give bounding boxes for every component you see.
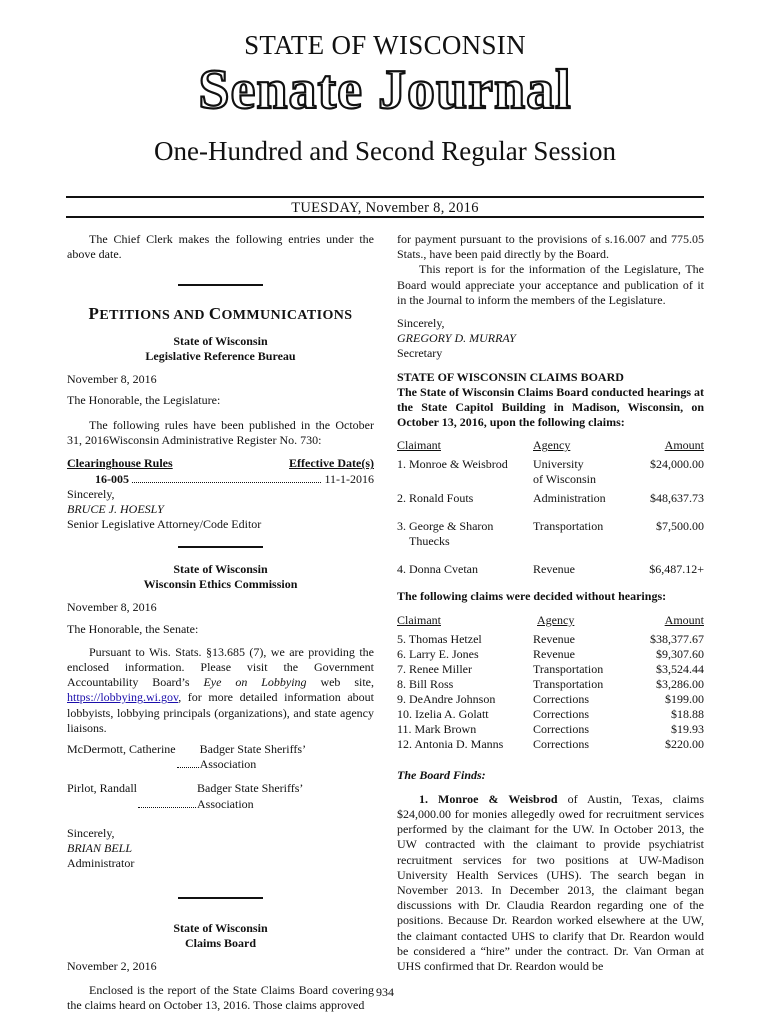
board-signer: GREGORY D. MURRAY bbox=[397, 331, 516, 346]
ethics-date: November 8, 2016 bbox=[67, 600, 157, 615]
claims-date: November 2, 2016 bbox=[67, 959, 157, 974]
table-row: 2. Ronald Fouts Administration $48,637.73 bbox=[397, 491, 704, 506]
right-column bbox=[397, 232, 704, 980]
header-rule-top bbox=[66, 196, 704, 198]
lrb-salutation: The Honorable, the Legislature: bbox=[67, 392, 221, 407]
claims-heading: State of Wisconsin Claims Board bbox=[173, 921, 268, 951]
no-hearing-claims-table bbox=[397, 613, 704, 752]
claims-body: Enclosed is the report of the State Claims Board covering the claims heard on October 13, 2016. Those claims approved bbox=[67, 982, 374, 1012]
lobbying-link[interactable]: https://lobbying.wi.gov bbox=[67, 690, 179, 705]
no-hearing-heading: The following claims were decided without hearings: bbox=[397, 589, 667, 604]
claims-continued: for payment pursuant to the provisions of s.16.007 and 775.05 Stats., have been paid directly by the Board. bbox=[397, 232, 704, 262]
left-column bbox=[67, 232, 374, 1019]
lobbyist-entry: McDermott, Catherine Badger State Sheriffs’ Association bbox=[67, 742, 307, 772]
lrb-signer: BRUCE J. HOESLY bbox=[67, 502, 164, 517]
table-header-row: Claimant Agency Amount bbox=[397, 438, 704, 453]
section-divider bbox=[178, 897, 263, 899]
ethics-body: Pursuant to Wis. Stats. §13.685 (7), we are providing the enclosed information. Please visit the Government Accountability Board’s Eye on Lobbying web site, https://lobbying.wi.gov, for more detailed information about lobbyists, lobbying principals (organizations), and state agency liaisons. bbox=[67, 644, 374, 735]
lrb-heading: State of Wisconsin Legislative Reference Bureau bbox=[145, 333, 296, 363]
table-row: 1. Monroe & Weisbrod University of Wisconsin $24,000.00 bbox=[397, 457, 704, 487]
ethics-heading: State of Wisconsin Wisconsin Ethics Commission bbox=[143, 562, 298, 592]
rules-table-header: Clearinghouse Rules Effective Date(s) bbox=[67, 456, 374, 471]
section-heading-petitions: PETITIONS AND COMMUNICATIONS bbox=[88, 304, 353, 324]
table-row: 5. Thomas Hetzel Revenue $38,377.67 bbox=[397, 631, 704, 646]
ethics-signer-title: Administrator bbox=[67, 856, 135, 871]
rule-entry: 16-005 11-1-2016 bbox=[95, 471, 374, 486]
lobbyist-entry: Pirlot, Randall Badger State Sheriffs’ Association bbox=[67, 781, 304, 811]
table-row: 8. Bill Ross Transportation $3,286.00 bbox=[397, 676, 704, 691]
journal-date: TUESDAY, November 8, 2016 bbox=[291, 200, 479, 216]
lrb-body: The following rules have been published in the October 31, 2016Wisconsin Administrative Register No. 730: bbox=[67, 418, 374, 448]
section-divider bbox=[178, 284, 263, 286]
page-number: 934 bbox=[376, 985, 394, 999]
session-title: One-Hundred and Second Regular Session bbox=[154, 136, 616, 166]
board-signer-title: Secretary bbox=[397, 346, 443, 361]
section-divider bbox=[178, 546, 263, 548]
state-title: STATE OF WISCONSIN bbox=[244, 30, 526, 60]
board-intro: The State of Wisconsin Claims Board conducted hearings at the State Capitol Building in Madison, Wisconsin, on October 13, 2016, upon the following claims: bbox=[397, 384, 704, 430]
intro-paragraph: The Chief Clerk makes the following entries under the above date. bbox=[67, 232, 374, 262]
ethics-signer: BRIAN BELL bbox=[67, 841, 132, 856]
table-row: 3. George & Sharon Thuecks Transportation $7,500.00 bbox=[397, 519, 704, 549]
claims-report-paragraph: This report is for the information of the Legislature, The Board would appreciate your acceptance and publication of it in the Journal to inform the members of the Legislature. bbox=[397, 262, 704, 307]
table-row: 7. Renee Miller Transportation $3,524.44 bbox=[397, 661, 704, 676]
table-row: 4. Donna Cvetan Revenue $6,487.12+ bbox=[397, 562, 704, 577]
table-row: 6. Larry E. Jones Revenue $9,307.60 bbox=[397, 646, 704, 661]
header-rule-bottom bbox=[66, 216, 704, 218]
lrb-closing: Sincerely, bbox=[67, 486, 115, 501]
journal-masthead: Senate Journal bbox=[198, 59, 572, 121]
board-heading: STATE OF WISCONSIN CLAIMS BOARD bbox=[397, 369, 624, 384]
hearing-claims-table bbox=[397, 438, 704, 577]
board-finds-heading: The Board Finds: bbox=[397, 767, 486, 782]
lrb-date: November 8, 2016 bbox=[67, 371, 157, 386]
ethics-salutation: The Honorable, the Senate: bbox=[67, 621, 199, 636]
table-row: 9. DeAndre Johnson Corrections $199.00 bbox=[397, 691, 704, 706]
board-finds-paragraph: 1. Monroe & Weisbrod of Austin, Texas, claims $24,000.00 for monies allegedly owed for recruitment services performed by the claimant for the UW. In October 2013, the UW contracted with the claimant to provide psychiatrist recruitment services for two positions at UW-Madison University Health Services (UHS). The search began in November 2013. In December 2013, the claimant began discussions with Dr. Claudia Reardon regarding one of the positions. Because Dr. Reardon worked elsewhere at the UW, the claimant contacted UHS to clarify that Dr. Reardon would be considered a “hire” under the contract. Dr. Van Orman at UHS confirmed that Dr. Reardon would be bbox=[397, 791, 704, 974]
lrb-signer-title: Senior Legislative Attorney/Code Editor bbox=[67, 517, 262, 532]
table-row: 11. Mark Brown Corrections $19.93 bbox=[397, 721, 704, 736]
table-row: 12. Antonia D. Manns Corrections $220.00 bbox=[397, 736, 704, 751]
board-closing: Sincerely, bbox=[397, 316, 445, 331]
table-row: 10. Izelia A. Golatt Corrections $18.88 bbox=[397, 706, 704, 721]
table-header-row: Claimant Agency Amount bbox=[397, 612, 704, 627]
ethics-closing: Sincerely, bbox=[67, 825, 115, 840]
